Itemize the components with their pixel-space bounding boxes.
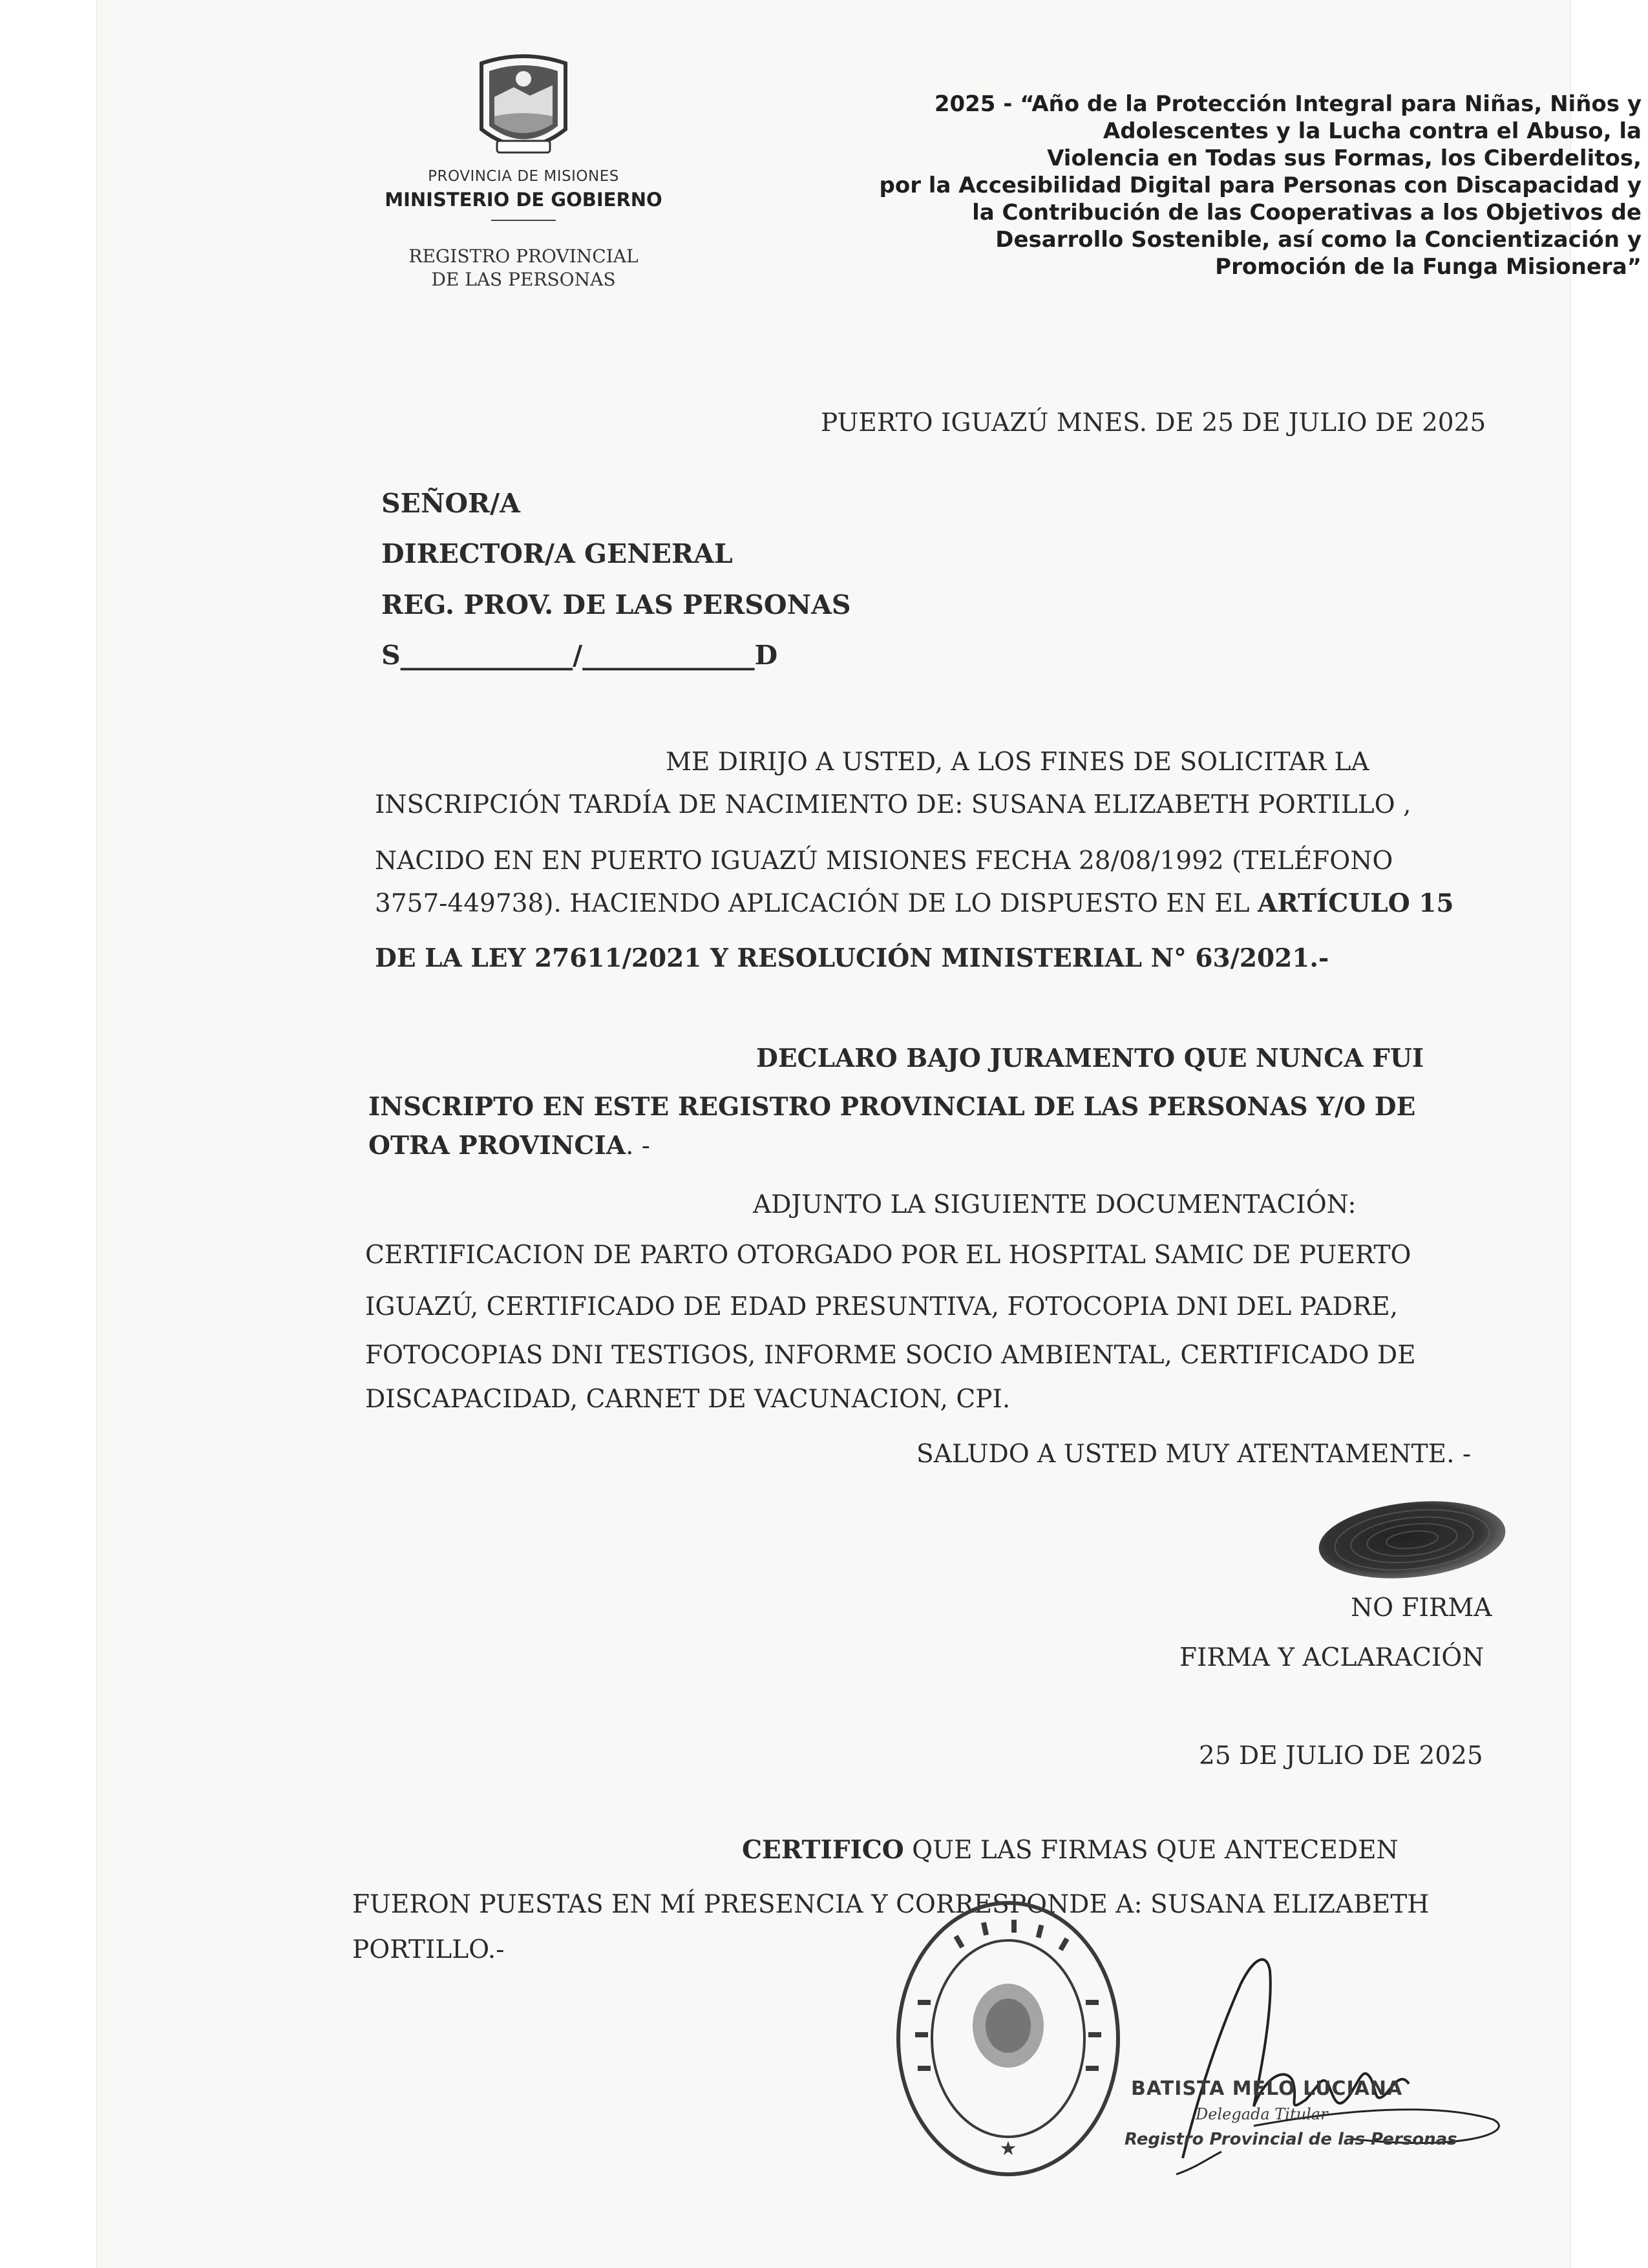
oath-line: INSCRIPTO EN ESTE REGISTRO PROVINCIAL DE LAS PERSONAS Y/O DE — [368, 1092, 1416, 1122]
request-line: NACIDO EN EN PUERTO IGUAZÚ MISIONES FECHA 28/08/1992 (TELÉFONO — [375, 846, 1393, 876]
addressee-line: SEÑOR/A — [381, 488, 520, 519]
request-line: ME DIRIJO A USTED, A LOS FINES DE SOLICITAR LA — [666, 748, 1369, 777]
oath-line: DECLARO BAJO JURAMENTO QUE NUNCA FUI — [756, 1044, 1424, 1073]
province-label: PROVINCIA DE MISIONES — [428, 168, 619, 185]
header-divider — [491, 220, 556, 221]
certification-line — [742, 1835, 1399, 1865]
oath-line — [368, 1131, 650, 1160]
request-line — [375, 888, 1454, 918]
addressee-line: DIRECTOR/A GENERAL — [381, 538, 733, 569]
officer-name-stamp: BATISTA MELO LUCIANA — [1131, 2077, 1403, 2100]
motto-line: Promoción de la Funga Misionera” — [1215, 254, 1642, 280]
law-reference: DE LA LEY 27611/2021 Y RESOLUCIÓN MINISTERIAL N° 63/2021.- — [375, 943, 1329, 973]
officer-role-stamp: Delegada Titular — [1196, 2105, 1328, 2123]
svg-text:★: ★ — [999, 2137, 1017, 2160]
documents-line: IGUAZÚ, CERTIFICADO DE EDAD PRESUNTIVA, FOTOCOPIA DNI DEL PADRE, — [365, 1292, 1399, 1321]
motto-line: Desarrollo Sostenible, así como la Concientización y — [995, 227, 1642, 253]
signature-caption: FIRMA Y ACLARACIÓN — [1179, 1643, 1484, 1672]
certification-text: QUE LAS FIRMAS QUE ANTECEDEN — [903, 1836, 1399, 1865]
ministry-label: MINISTERIO DE GOBIERNO — [385, 189, 662, 211]
documents-line: FOTOCOPIAS DNI TESTIGOS, INFORME SOCIO AMBIENTAL, CERTIFICADO DE — [365, 1341, 1416, 1370]
motto-line: Violencia en Todas sus Formas, los Ciberdelitos, — [1047, 145, 1642, 171]
certification-line: PORTILLO.- — [352, 1935, 505, 1964]
certification-keyword: CERTIFICO — [742, 1835, 904, 1865]
certification-line: FUERON PUESTAS EN MÍ PRESENCIA Y CORRESPONDE A: SUSANA ELIZABETH — [352, 1890, 1430, 1919]
motto-line: la Contribución de las Cooperativas a los Objetivos de — [972, 200, 1642, 226]
fingerprint-mark — [1315, 1498, 1509, 1585]
year-motto — [808, 90, 1642, 280]
motto-line: por la Accesibilidad Digital para Personas con Discapacidad y — [879, 173, 1642, 198]
addressee-salutation: S_____________/_____________D — [381, 640, 778, 671]
documents-line: CERTIFICACION DE PARTO OTORGADO POR EL HOSPITAL SAMIC DE PUERTO — [365, 1241, 1411, 1270]
registry-label-line2: DE LAS PERSONAS — [431, 269, 616, 290]
document-page — [97, 0, 1642, 2268]
motto-line: Adolescentes y la Lucha contra el Abuso, la — [1103, 118, 1642, 144]
request-text: 3757-449738). HACIENDO APLICACIÓN DE LO DISPUESTO EN EL — [375, 889, 1258, 918]
addressee-line: REG. PROV. DE LAS PERSONAS — [381, 589, 851, 620]
province-coat-of-arms-logo — [469, 52, 578, 162]
documents-line: DISCAPACIDAD, CARNET DE VACUNACION, CPI. — [365, 1385, 1011, 1414]
office-name-stamp: Registro Provincial de las Personas — [1125, 2130, 1457, 2149]
no-signature-label: NO FIRMA — [1351, 1593, 1492, 1622]
oath-end: . - — [625, 1131, 650, 1160]
documents-intro: ADJUNTO LA SIGUIENTE DOCUMENTACIÓN: — [753, 1190, 1357, 1219]
certification-date: 25 DE JULIO DE 2025 — [1199, 1741, 1483, 1770]
place-and-date: PUERTO IGUAZÚ MNES. DE 25 DE JULIO DE 2025 — [821, 408, 1486, 437]
official-seal-stamp — [892, 1896, 1125, 2181]
oath-text: OTRA PROVINCIA — [368, 1131, 626, 1160]
registry-label-line1: REGISTRO PROVINCIAL — [408, 246, 639, 267]
motto-line: 2025 - “Año de la Protección Integral para Niñas, Niños y — [934, 91, 1642, 117]
request-line: INSCRIPCIÓN TARDÍA DE NACIMIENTO DE: SUSANA ELIZABETH PORTILLO , — [375, 790, 1411, 819]
article-reference: ARTÍCULO 15 — [1257, 888, 1454, 918]
closing-line: SALUDO A USTED MUY ATENTAMENTE. - — [916, 1440, 1472, 1469]
